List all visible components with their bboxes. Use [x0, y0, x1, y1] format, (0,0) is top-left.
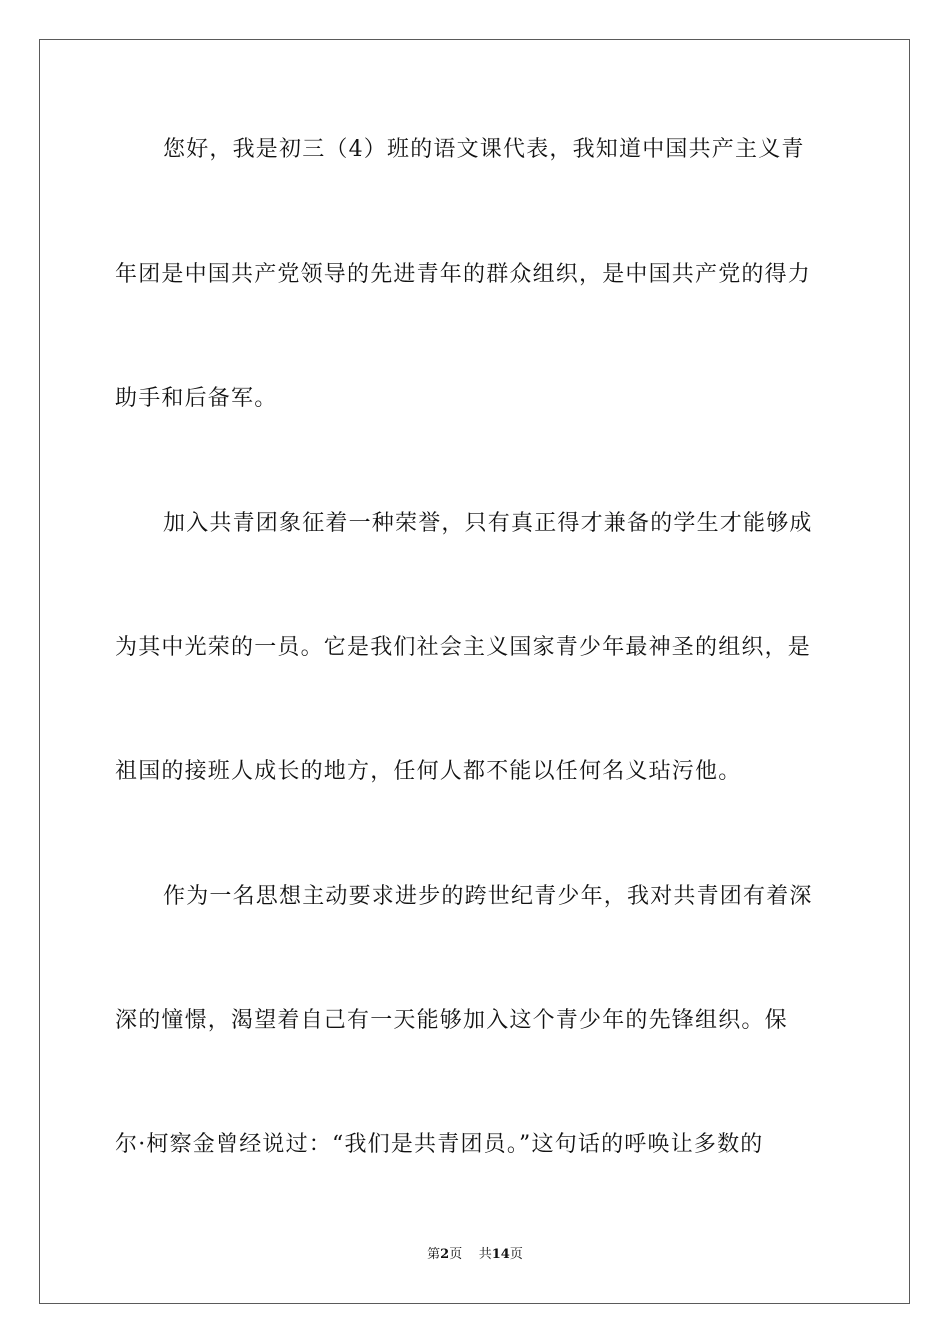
paragraph-2-line-3: 祖国的接班人成长的地方，任何人都不能以任何名义玷污他。 — [115, 759, 742, 784]
paragraph-3-line-2: 深的憧憬，渴望着自己有一天能够加入这个青少年的先锋组织。保 — [115, 1008, 788, 1033]
page-footer — [0, 1246, 950, 1264]
page-label-suffix: 页 — [449, 1247, 463, 1262]
total-label-suffix: 页 — [509, 1247, 523, 1262]
page-border — [39, 39, 910, 1304]
paragraph-3-line-1: 作为一名思想主动要求进步的跨世纪青少年，我对共青团有着深 — [163, 884, 813, 909]
total-label-prefix: 共 — [478, 1247, 492, 1262]
paragraph-1-line-3: 助手和后备军。 — [115, 386, 278, 411]
paragraph-1-line-1: 您好，我是初三（4）班的语文课代表，我知道中国共产主义青 — [163, 137, 805, 162]
paragraph-2-line-2: 为其中光荣的一员。它是我们社会主义国家青少年最神圣的组织，是 — [115, 635, 812, 660]
paragraph-2-line-1: 加入共青团象征着一种荣誉，只有真正得才兼备的学生才能够成 — [163, 511, 813, 536]
current-page-number: 2 — [440, 1247, 450, 1262]
paragraph-3-line-3: 尔·柯察金曾经说过：“我们是共青团员。”这句话的呼唤让多数的 — [115, 1132, 764, 1157]
total-page-count: 14 — [491, 1247, 510, 1262]
paragraph-1-line-2: 年团是中国共产党领导的先进青年的群众组织，是中国共产党的得力 — [115, 262, 812, 287]
page-label-prefix: 第 — [427, 1247, 441, 1262]
